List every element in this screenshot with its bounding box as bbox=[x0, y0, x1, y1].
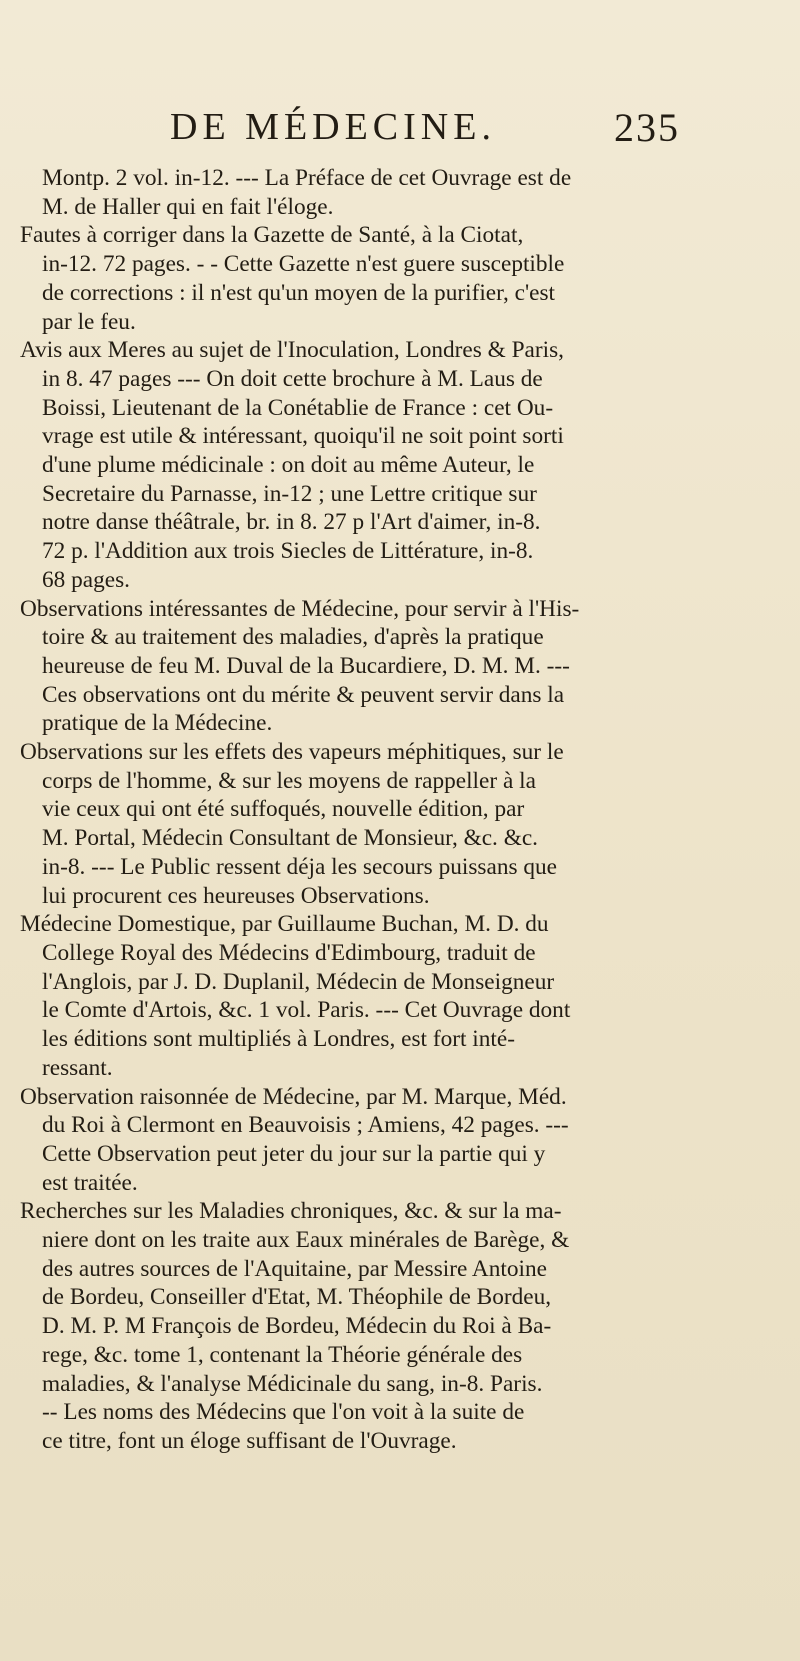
text-line: Observation raisonnée de Médecine, par M. Marque, Méd. bbox=[20, 1083, 567, 1110]
text-line: lui procurent ces heureuses Observations. bbox=[42, 882, 430, 909]
text-line: maladies, & l'analyse Médicinale du sang, in-8. Paris. bbox=[42, 1370, 543, 1397]
text-line: D. M. P. M François de Bordeu, Médecin du Roi à Ba- bbox=[42, 1313, 552, 1340]
text-line: toire & au traitement des maladies, d'après la pratique bbox=[42, 624, 544, 651]
text-line: des autres sources de l'Aquitaine, par Messire Antoine bbox=[42, 1255, 547, 1282]
text-line: est traitée. bbox=[42, 1169, 138, 1196]
text-line: notre danse théâtrale, br. in 8. 27 p l'Art d'aimer, in-8. bbox=[42, 509, 541, 536]
text-line: Avis aux Meres au sujet de l'Inoculation, Londres & Paris, bbox=[20, 337, 565, 364]
text-line: de Bordeu, Conseiller d'Etat, M. Théophile de Bordeu, bbox=[42, 1284, 552, 1311]
text-line: Cette Observation peut jeter du jour sur la partie qui y bbox=[42, 1140, 546, 1167]
text-line: Observations intéressantes de Médecine, pour servir à l'His- bbox=[20, 595, 580, 622]
entry-avis-aux-meres bbox=[20, 336, 676, 594]
text-line: 72 p. l'Addition aux trois Siecles de Littérature, in-8. bbox=[42, 538, 534, 565]
text-line: Secretaire du Parnasse, in-12 ; une Lettre critique sur bbox=[42, 480, 537, 507]
text-line: de corrections : il n'est qu'un moyen de la purifier, c'est bbox=[42, 279, 556, 306]
text-line: Observations sur les effets des vapeurs méphitiques, sur le bbox=[20, 739, 564, 766]
text-line: vrage est utile & intéressant, quoiqu'il ne soit point sorti bbox=[42, 423, 564, 450]
text-line: Boissi, Lieutenant de la Conétablie de France : cet Ou- bbox=[42, 394, 554, 421]
text-line: du Roi à Clermont en Beauvoisis ; Amiens, 42 pages. --- bbox=[42, 1112, 569, 1139]
text-line: in 8. 47 pages --- On doit cette brochure à M. Laus de bbox=[42, 365, 543, 392]
text-line: pratique de la Médecine. bbox=[42, 710, 273, 737]
text-line: College Royal des Médecins d'Edimbourg, traduit de bbox=[42, 939, 536, 966]
text-line: niere dont on les traite aux Eaux minérales de Barège, & bbox=[42, 1227, 570, 1254]
text-line: M. de Haller qui en fait l'éloge. bbox=[42, 193, 334, 220]
entry-fautes-a-corriger bbox=[20, 221, 676, 336]
text-line: l'Anglois, par J. D. Duplanil, Médecin de Monseigneur bbox=[42, 968, 555, 995]
text-line: Recherches sur les Maladies chroniques, &c. & sur la ma- bbox=[20, 1198, 562, 1225]
entry-observation-raisonnee bbox=[20, 1083, 676, 1198]
entry-vapeurs-mephitiques bbox=[20, 738, 676, 910]
text-line: Fautes à corriger dans la Gazette de Santé, à la Ciotat, bbox=[20, 222, 524, 249]
page-number: 235 bbox=[614, 105, 680, 150]
text-line: Médecine Domestique, par Guillaume Buchan, M. D. du bbox=[20, 911, 549, 938]
text-line: vie ceux qui ont été suffoqués, nouvelle édition, par bbox=[42, 796, 525, 823]
text-line: Ces observations ont du mérite & peuvent servir dans la bbox=[42, 681, 565, 708]
text-line: par le feu. bbox=[42, 308, 136, 335]
text-line: in-8. --- Le Public ressent déja les secours puissans que bbox=[42, 853, 557, 880]
text-line: corps de l'homme, & sur les moyens de rappeller à la bbox=[42, 767, 536, 794]
running-title: DE MÉDECINE. bbox=[170, 106, 496, 148]
text-line: 68 pages. bbox=[42, 566, 130, 593]
entry-observations-interessantes bbox=[20, 595, 676, 739]
text-line: ressant. bbox=[42, 1054, 113, 1081]
text-line: heureuse de feu M. Duval de la Bucardiere, D. M. M. --- bbox=[42, 652, 570, 679]
text-line: le Comte d'Artois, &c. 1 vol. Paris. --- Cet Ouvrage dont bbox=[42, 997, 571, 1024]
text-line: les éditions sont multipliés à Londres, est fort inté- bbox=[42, 1026, 515, 1053]
text-line: d'une plume médicinale : on doit au même Auteur, le bbox=[42, 452, 535, 479]
text-line: ce titre, font un éloge suffisant de l'Ouvrage. bbox=[42, 1427, 457, 1454]
text-line: M. Portal, Médecin Consultant de Monsieur, &c. &c. bbox=[42, 825, 538, 852]
entry-montpellier-continuation bbox=[20, 164, 676, 221]
text-line: -- Les noms des Médecins que l'on voit à la suite de bbox=[42, 1399, 525, 1426]
text-line: Montp. 2 vol. in-12. --- La Préface de cet Ouvrage est de bbox=[42, 165, 572, 191]
entry-recherches-maladies-chroniques bbox=[20, 1197, 676, 1455]
entry-medecine-domestique bbox=[20, 910, 676, 1082]
text-line: rege, &c. tome 1, contenant la Théorie générale des bbox=[42, 1341, 523, 1368]
text-line: in-12. 72 pages. - - Cette Gazette n'est guere susceptible bbox=[42, 251, 565, 278]
body-text bbox=[20, 164, 676, 1456]
